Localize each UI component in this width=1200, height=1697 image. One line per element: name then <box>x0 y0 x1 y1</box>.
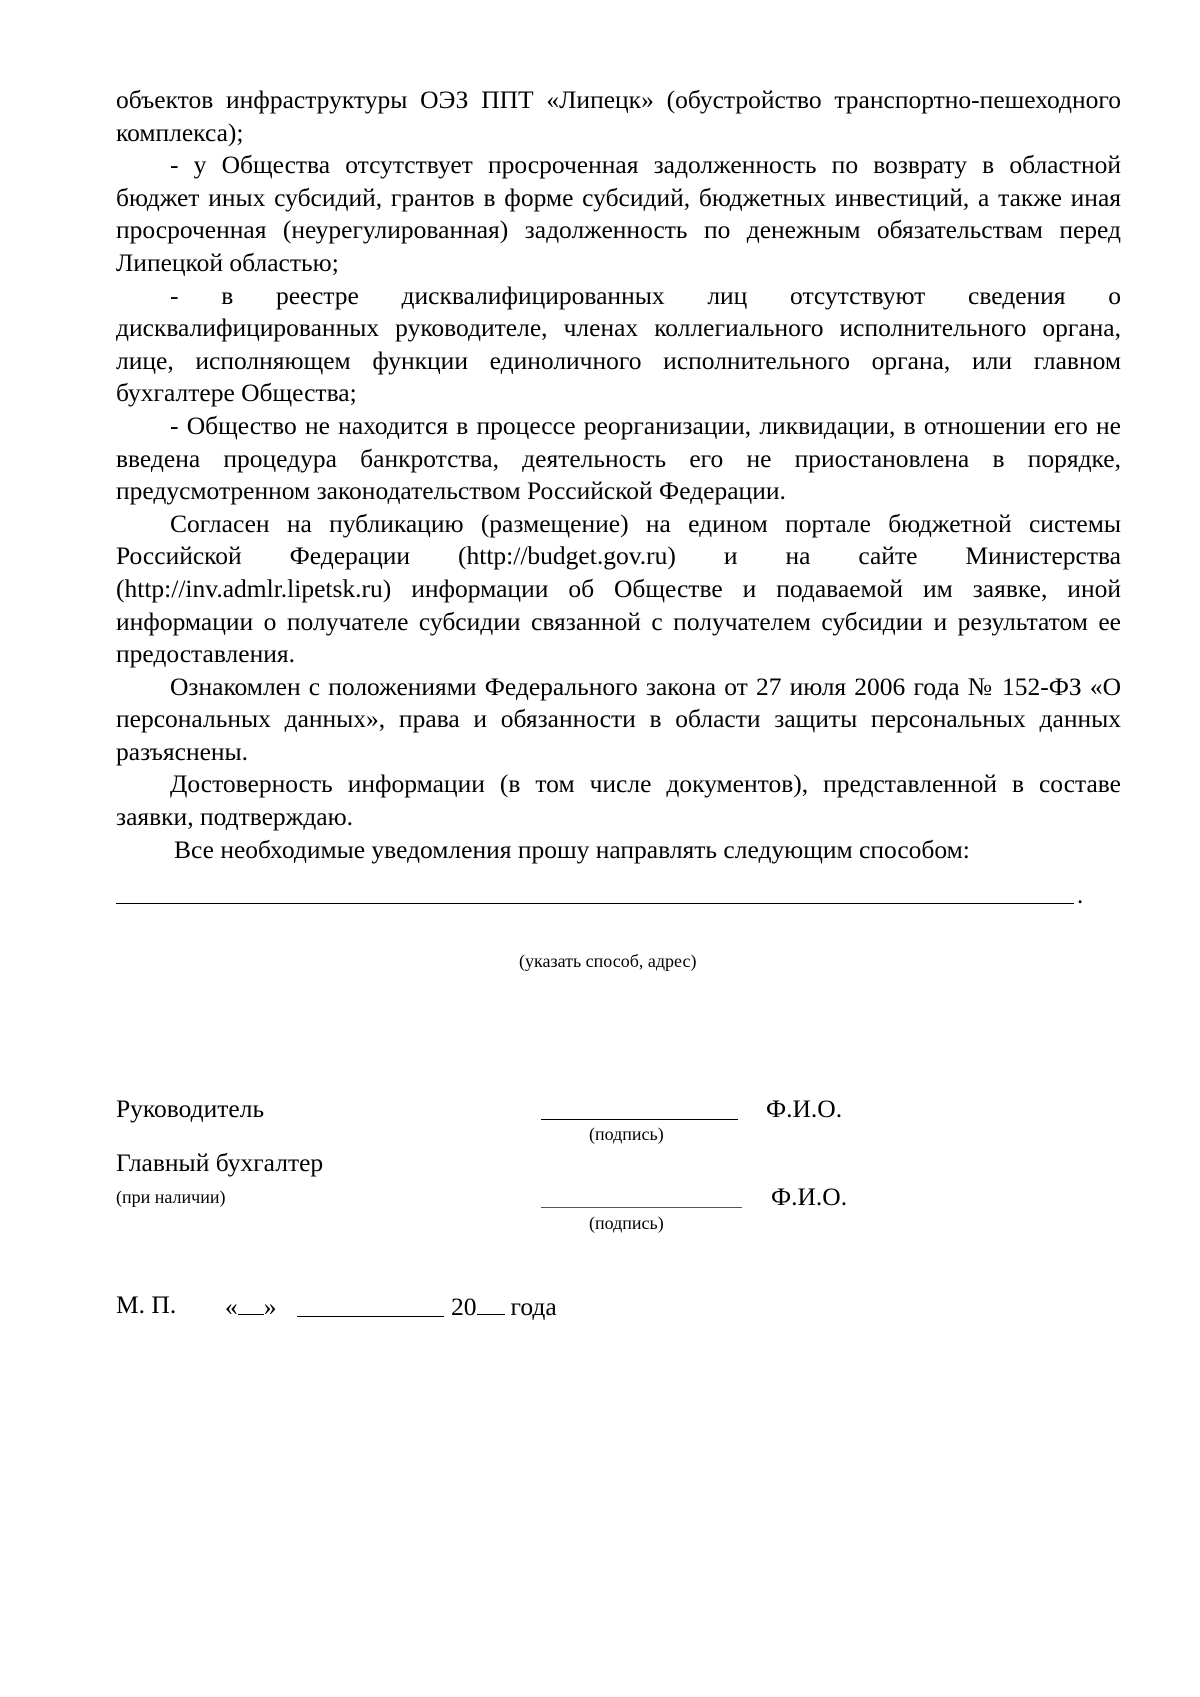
accountant-signature-line <box>541 1207 742 1208</box>
accountant-fio: Ф.И.О. <box>771 1182 848 1211</box>
head-fio: Ф.И.О. <box>766 1094 843 1123</box>
paragraph-no-reorganization: - Общество не находится в процессе реорганизации, ликвидации, в отношении его не введена процедура банкротства, деятельность его не приостановлена в порядке, предусмотренном законодательством Российской Федерации. <box>116 410 1121 506</box>
paragraph-reliability: Достоверность информации (в том числе документов), представленной в составе заявки, подтверждаю. <box>116 769 1121 832</box>
paragraph-notifications: Все необходимые уведомления прошу направлять следующим способом: <box>174 834 970 864</box>
notification-line-end: . <box>1077 882 1084 909</box>
head-signature-line <box>541 1119 738 1120</box>
paragraph-infrastructure: объектов инфраструктуры ОЭЗ ППТ «Липецк» (обустройство транспортно-пешеходного комплекса); <box>116 85 1121 147</box>
notification-method-line <box>116 903 1074 904</box>
paragraph-publication-consent: Согласен на публикацию (размещение) на едином портале бюджетной системы Российской Федерации (http://budget.gov.ru) и на сайте Министерства (http://inv.admlr.lipetsk.ru) информации об Обществе и подаваемой им заявке, иной информации о получателе субсидии связанной с получателем субсидии и результатом ее предоставления. <box>116 508 1121 669</box>
date-year-field <box>451 1290 557 1322</box>
stamp-place: М. П. <box>116 1290 177 1319</box>
date-close-quote: » <box>263 1292 277 1321</box>
paragraph-personal-data: Ознакомлен с положениями Федерального закона от 27 июля 2006 года № 152-ФЗ «О персональных данных», права и обязанности в области защиты персональных данных разъяснены. <box>116 671 1121 766</box>
document-body <box>116 84 1121 866</box>
accountant-label: Главный бухгалтер <box>116 1148 324 1177</box>
date-year-prefix: 20 <box>451 1292 477 1321</box>
accountant-signature-caption: (подпись) <box>589 1213 664 1233</box>
date-open-quote: « <box>225 1292 238 1321</box>
head-label: Руководитель <box>116 1094 265 1123</box>
accountant-note: (при наличии) <box>116 1187 226 1207</box>
date-day-blank <box>238 1290 264 1315</box>
notification-caption: (указать способ, адрес) <box>519 951 697 971</box>
date-month-blank <box>297 1316 444 1317</box>
date-day-field <box>225 1290 277 1322</box>
paragraph-no-overdue-debt: - у Общества отсутствует просроченная задолженность по возврату в областной бюджет иных субсидий, грантов в форме субсидий, бюджетных инвестиций, а также иная просроченная (неурегулированная) задолженность по денежным обязательствам перед Липецкой областью; <box>116 150 1121 277</box>
date-year-suffix: года <box>510 1292 557 1321</box>
head-signature-caption: (подпись) <box>589 1124 664 1144</box>
date-year-blank <box>477 1290 505 1315</box>
paragraph-no-disqualified: - в реестре дисквалифицированных лиц отсутствуют сведения о дисквалифицированных руководителе, членах коллегиального исполнительного органа, лице, исполняющем функции единоличного исполнительного органа, или главном бухгалтере Общества; <box>116 280 1121 408</box>
